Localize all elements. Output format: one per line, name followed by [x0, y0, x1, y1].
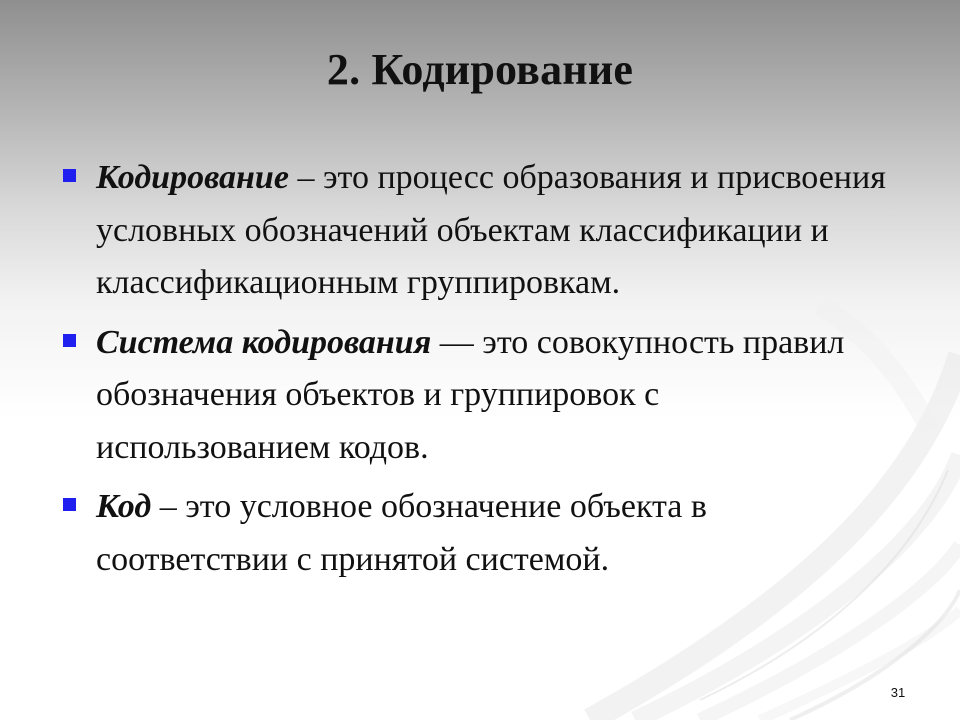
- bullet-list: [58, 152, 898, 593]
- bullet-text: – это процесс образования и присвоения условных обозначений объектам классификации и классификационным группировкам.: [96, 159, 886, 301]
- bullet-term: Кодирование: [96, 159, 289, 196]
- square-bullet-icon: [63, 334, 76, 347]
- bullet-item-coding-system: [58, 317, 898, 475]
- slide-title: 2. Кодирование: [326, 45, 634, 94]
- bullet-term: Код: [96, 488, 152, 525]
- bullet-item-coding: [58, 152, 898, 310]
- square-bullet-icon: [63, 498, 76, 511]
- bullet-item-code: [58, 481, 898, 586]
- bullet-text: — это совокупность правил обозначения объектов и группировок с использованием кодов.: [96, 323, 845, 466]
- page-number: 31: [890, 685, 906, 700]
- square-bullet-icon: [63, 169, 76, 182]
- bullet-term: Система кодирования: [96, 323, 432, 361]
- bullet-text: – это условное обозначение объекта в соответствии с принятой системой.: [96, 488, 707, 578]
